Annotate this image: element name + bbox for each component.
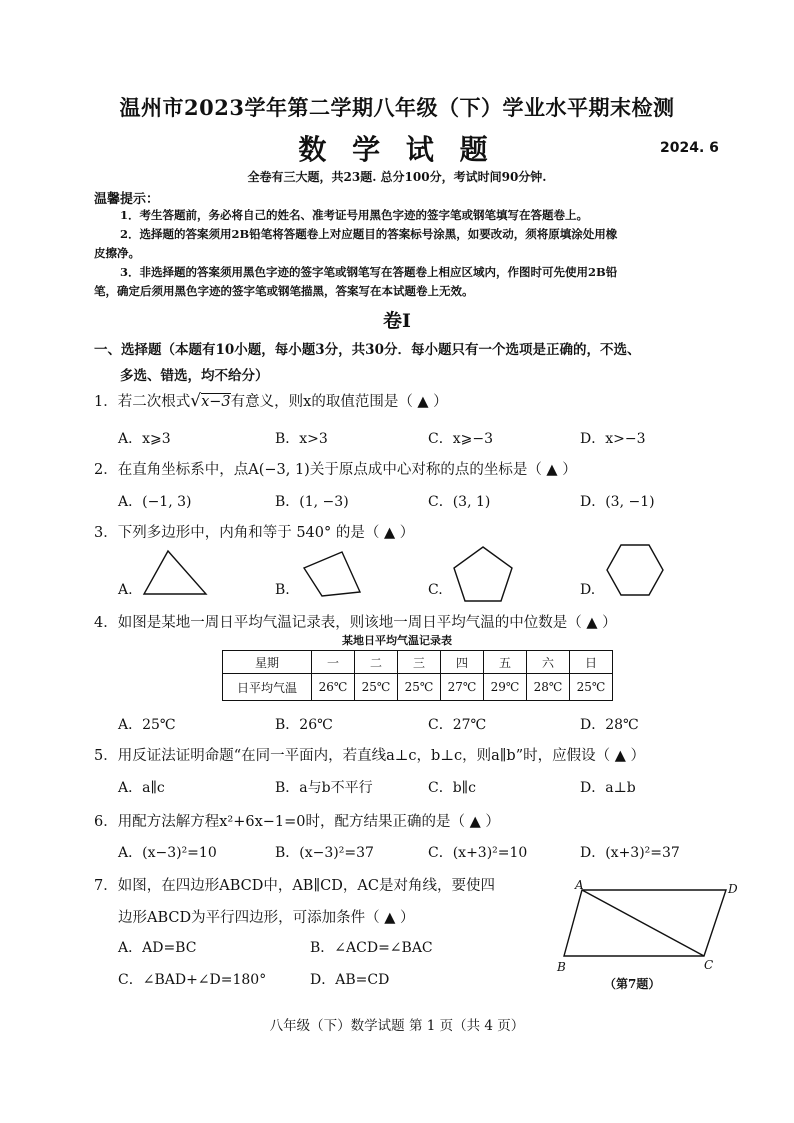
q2-option-c: C．(3, 1)	[428, 494, 491, 510]
question-text: 有意义，则x的取值范围是（ ▲ ）	[230, 394, 448, 410]
section-heading: 一、选择题（本题有10小题，每小题3分，共30分．每小题只有一个选项是正确的，不选、	[94, 342, 641, 358]
question-text: 1．若二次根式	[94, 394, 191, 410]
table-cell: 五	[484, 651, 527, 674]
q6-option-c: C．(x+3)²=10	[428, 845, 528, 861]
q1-option-c: C．x⩾−3	[428, 431, 493, 447]
q4-option-c: C．27℃	[428, 717, 487, 733]
table-cell: 26℃	[312, 674, 355, 701]
parallelogram-figure	[552, 880, 742, 970]
tips-heading: 温馨提示：	[94, 192, 160, 207]
exam-summary: 全卷有三大题，共23题. 总分100分，考试时间90分钟.	[247, 170, 547, 184]
tip-line: 皮擦净。	[94, 246, 140, 260]
table-cell: 六	[527, 651, 570, 674]
q3-option-c: C.	[428, 582, 443, 598]
q2-option-b: B．(1, −3)	[275, 494, 349, 510]
table-row	[223, 674, 613, 701]
q2-option-a: A．(−1, 3)	[118, 494, 192, 510]
table-caption: 某地日平均气温记录表	[342, 634, 452, 647]
table-cell: 25℃	[570, 674, 613, 701]
tip-line: 1．考生答题前，务必将自己的姓名、准考证号用黑色字迹的签字笔或钢笔填写在答题卷上。	[120, 208, 588, 222]
q7-option-c: C．∠BAD+∠D=180°	[118, 972, 267, 988]
exam-date: 2024. 6	[660, 140, 719, 156]
radical-sign: √	[190, 391, 202, 411]
question-7-cont: 边形ABCD为平行四边形，可添加条件（ ▲ ）	[118, 910, 415, 926]
question-7: 7．如图，在四边形ABCD中，AB∥CD，AC是对角线，要使四	[94, 878, 495, 894]
figure-caption: （第7题）	[604, 977, 661, 991]
question-2: 2．在直角坐标系中，点A(−3, 1)关于原点成中心对称的点的坐标是（ ▲ ）	[94, 462, 577, 478]
q7-option-a: A．AD=BC	[118, 940, 197, 956]
table-row	[223, 651, 613, 674]
q1-option-b: B．x>3	[275, 431, 328, 447]
table-cell: 星期	[223, 651, 312, 674]
quadrilateral-figure	[298, 548, 368, 600]
section-heading-cont: 多选、错选，均不给分）	[120, 368, 269, 384]
volume-title: 卷Ⅰ	[383, 310, 411, 332]
q1-option-d: D．x>−3	[580, 431, 646, 447]
question-6: 6．用配方法解方程x²+6x−1=0时，配方结果正确的是（ ▲ ）	[94, 814, 500, 830]
exam-title: 温州市2023学年第二学期八年级（下）学业水平期末检测	[119, 95, 675, 120]
vertex-label-d: D	[728, 882, 738, 896]
table-cell: 日平均气温	[223, 674, 312, 701]
tip-line: 3．非选择题的答案须用黑色字迹的签字笔或钢笔写在答题卷上相应区域内，作图时可先使用2B铅	[120, 265, 618, 279]
table-cell: 一	[312, 651, 355, 674]
q6-option-d: D．(x+3)²=37	[580, 845, 680, 861]
table-cell: 25℃	[355, 674, 398, 701]
table-cell: 日	[570, 651, 613, 674]
pentagon-figure	[450, 544, 516, 604]
hexagon-figure	[604, 542, 666, 598]
tip-line: 2．选择题的答案须用2B铅笔将答题卷上对应题目的答案标号涂黑，如要改动，须将原填涂处用橡	[120, 227, 618, 241]
radicand: x−3	[201, 394, 231, 410]
question-3: 3．下列多边形中，内角和等于 540° 的是（ ▲ ）	[94, 525, 415, 541]
table-cell: 三	[398, 651, 441, 674]
q7-option-d: D．AB=CD	[310, 972, 390, 988]
q2-option-d: D．(3, −1)	[580, 494, 655, 510]
subject-title: 数 学 试 题	[298, 133, 496, 166]
tip-line: 笔，确定后须用黑色字迹的签字笔或钢笔描黑，答案写在本试题卷上无效。	[94, 284, 474, 298]
question-1	[94, 390, 448, 411]
q3-option-a: A.	[118, 582, 133, 598]
table-cell: 27℃	[441, 674, 484, 701]
table-cell: 29℃	[484, 674, 527, 701]
q3-option-b: B.	[275, 582, 290, 598]
q5-option-b: B．a与b不平行	[275, 780, 373, 796]
q6-option-a: A．(x−3)²=10	[118, 845, 217, 861]
triangle-figure	[140, 548, 210, 598]
table-cell: 25℃	[398, 674, 441, 701]
question-5: 5．用反证法证明命题“在同一平面内，若直线a⊥c，b⊥c，则a∥b”时，应假设（ ▲ ）	[94, 748, 645, 764]
q7-option-b: B．∠ACD=∠BAC	[310, 940, 433, 956]
table-cell: 二	[355, 651, 398, 674]
q5-option-c: C．b∥c	[428, 780, 476, 796]
q4-option-b: B．26℃	[275, 717, 333, 733]
q1-option-a: A．x⩾3	[118, 431, 171, 447]
temperature-table	[222, 650, 613, 701]
vertex-label-c: C	[704, 958, 714, 972]
q4-option-d: D．28℃	[580, 717, 639, 733]
vertex-label-b: B	[557, 960, 566, 974]
q5-option-d: D．a⊥b	[580, 780, 636, 796]
q5-option-a: A．a∥c	[118, 780, 165, 796]
table-cell: 28℃	[527, 674, 570, 701]
page-footer: 八年级（下）数学试题 第 1 页（共 4 页）	[269, 1018, 525, 1034]
table-cell: 四	[441, 651, 484, 674]
q3-option-d: D.	[580, 582, 596, 598]
vertex-label-a: A	[575, 878, 584, 892]
q4-option-a: A．25℃	[118, 717, 176, 733]
question-4: 4．如图是某地一周日平均气温记录表，则该地一周日平均气温的中位数是（ ▲ ）	[94, 615, 617, 631]
q6-option-b: B．(x−3)²=37	[275, 845, 374, 861]
